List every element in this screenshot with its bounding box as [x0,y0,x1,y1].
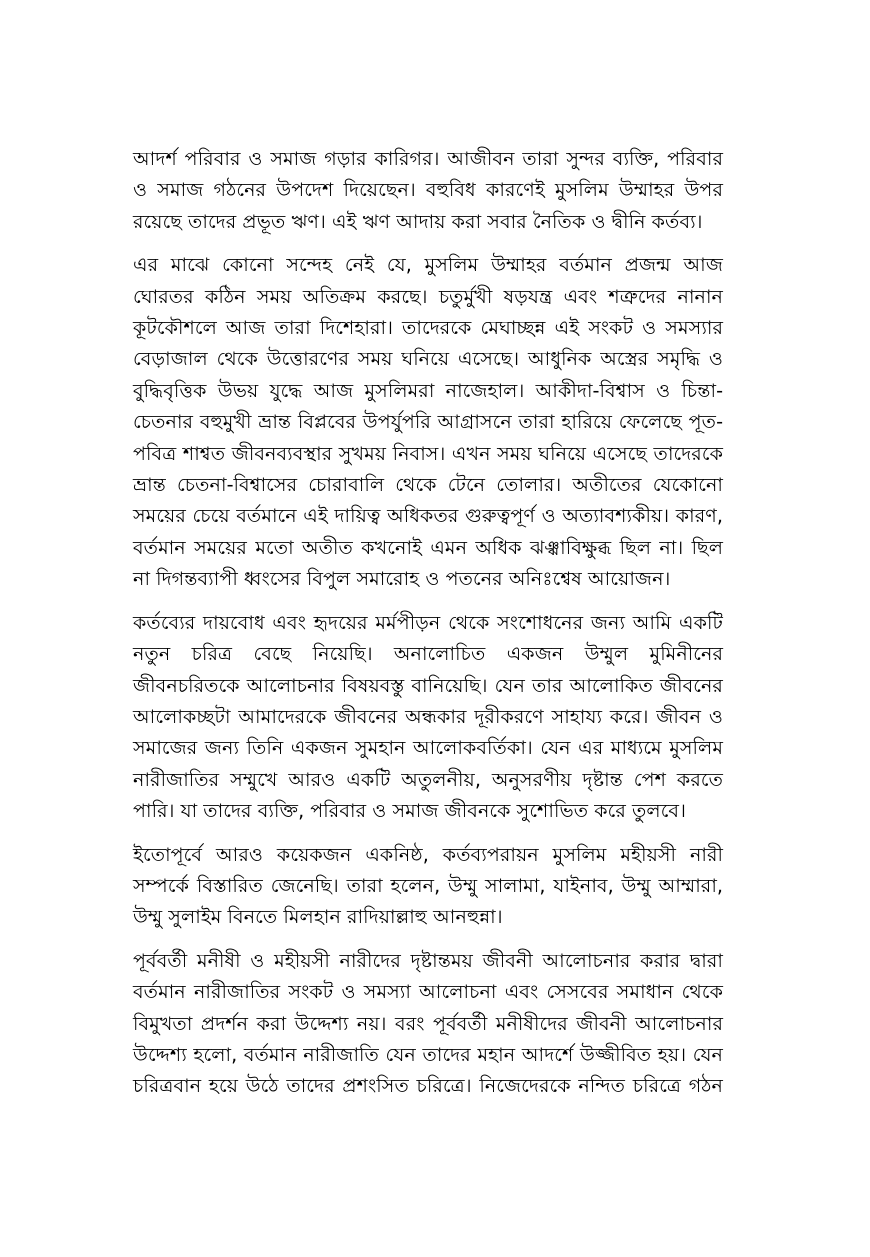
body-text [133,143,723,1114]
paragraph-4: ইতোপূর্বে আরও কয়েকজন একনিষ্ঠ, কর্তব্যপরায়ন মুসলিম মহীয়সী নারী সম্পর্কে বিস্তারিত জেনেছি। তারা হলেন, উম্মু সালামা, যাইনাব, উম্মু আম্মারা, উম্মু সুলাইম বিনতে মিলহান রাদিয়াল্লাহু আনহুন্না। [133,842,723,929]
paragraph-3: কর্তব্যের দায়বোধ এবং হৃদয়ের মর্মপীড়ন থেকে সংশোধনের জন্য আমি একটি নতুন চরিত্র বেছে নিয়েছি। অনালোচিত একজন উম্মুল মুমিনীনের জীবনচরিতকে আলোচনার বিষয়বস্তু বানিয়েছি। যেন তার আলোকিত জীবনের আলোকচ্ছটা আমাদেরকে জীবনের অন্ধকার দূরীকরণে সাহায্য করে। জীবন ও সমাজের জন্য তিনি একজন সুমহান আলোকবর্তিকা। যেন এর মাধ্যমে মুসলিম নারীজাতির সম্মুখে আরও একটি অতুলনীয়, অনুসরণীয় দৃষ্টান্ত পেশ করতে পারি। যা তাদের ব্যক্তি, পরিবার ও সমাজ জীবনকে সুশোভিত করে তুলবে। [133,610,723,823]
paragraph-1: আদর্শ পরিবার ও সমাজ গড়ার কারিগর। আজীবন তারা সুন্দর ব্যক্তি, পরিবার ও সমাজ গঠনের উপদেশ দিয়েছেন। বহুবিধ কারণেই মুসলিম উম্মাহর উপর রয়েছে তাদের প্রভূত ঋণ। এই ঋণ আদায় করা সবার নৈতিক ও দ্বীনি কর্তব্য। [133,147,723,233]
paragraph-5: পূর্ববর্তী মনীষী ও মহীয়সী নারীদের দৃষ্টান্তময় জীবনী আলোচনার করার দ্বারা বর্তমান নারীজাতির সংকট ও সমস্যা আলোচনা এবং সেসবের সমাধান থেকে বিমুখতা প্রদর্শন করা উদ্দেশ্য নয়। বরং পূর্ববর্তী মনীষীদের জীবনী আলোচনার উদ্দেশ্য হলো, বর্তমান নারীজাতি যেন তাদের মহান আদর্শে উজ্জীবিত হয়। যেন চরিত্রবান হয়ে উঠে তাদের প্রশংসিত চরিত্রে। নিজেদেরকে নন্দিত চরিত্রে গঠন [133,948,723,1098]
paragraph-2: এর মাঝে কোনো সন্দেহ নেই যে, মুসলিম উম্মাহর বর্তমান প্রজন্ম আজ ঘোরতর কঠিন সময় অতিক্রম করছে। চতুর্মুখী ষড়যন্ত্র এবং শত্রুদের নানান কূটকৌশলে আজ তারা দিশেহারা। তাদেরকে মেঘাচ্ছন্ন এই সংকট ও সমস্যার বেড়াজাল থেকে উত্তোরণের সময় ঘনিয়ে এসেছে। আধুনিক অস্ত্রের সমৃদ্ধি ও বুদ্ধিবৃত্তিক উভয় যুদ্ধে আজ মুসলিমরা নাজেহাল। আকীদা-বিশ্বাস ও চিন্তা-চেতনার বহুমুখী ভ্রান্ত বিপ্লবের উপর্যুপরি আগ্রাসনে তারা হারিয়ে ফেলেছে পূত-পবিত্র শাশ্বত জীবনব্যবস্থার সুখময় নিবাস। এখন সময় ঘনিয়ে এসেছে তাদেরকে ভ্রান্ত চেতনা-বিশ্বাসের চোরাবালি থেকে টেনে তোলার। অতীতের যেকোনো সময়ের চেয়ে বর্তমানে এই দায়িত্ব অধিকতর গুরুত্বপূর্ণ ও অত্যাবশ্যকীয়। কারণ, বর্তমান সময়ের মতো অতীত কখনোই এমন অধিক ঝঞ্ঝাবিক্ষুব্ধ ছিল না। ছিল না দিগন্তব্যাপী ধ্বংসের বিপুল সমারোহ ও পতনের অনিঃশ্বেষ আয়োজন। [133,253,723,591]
